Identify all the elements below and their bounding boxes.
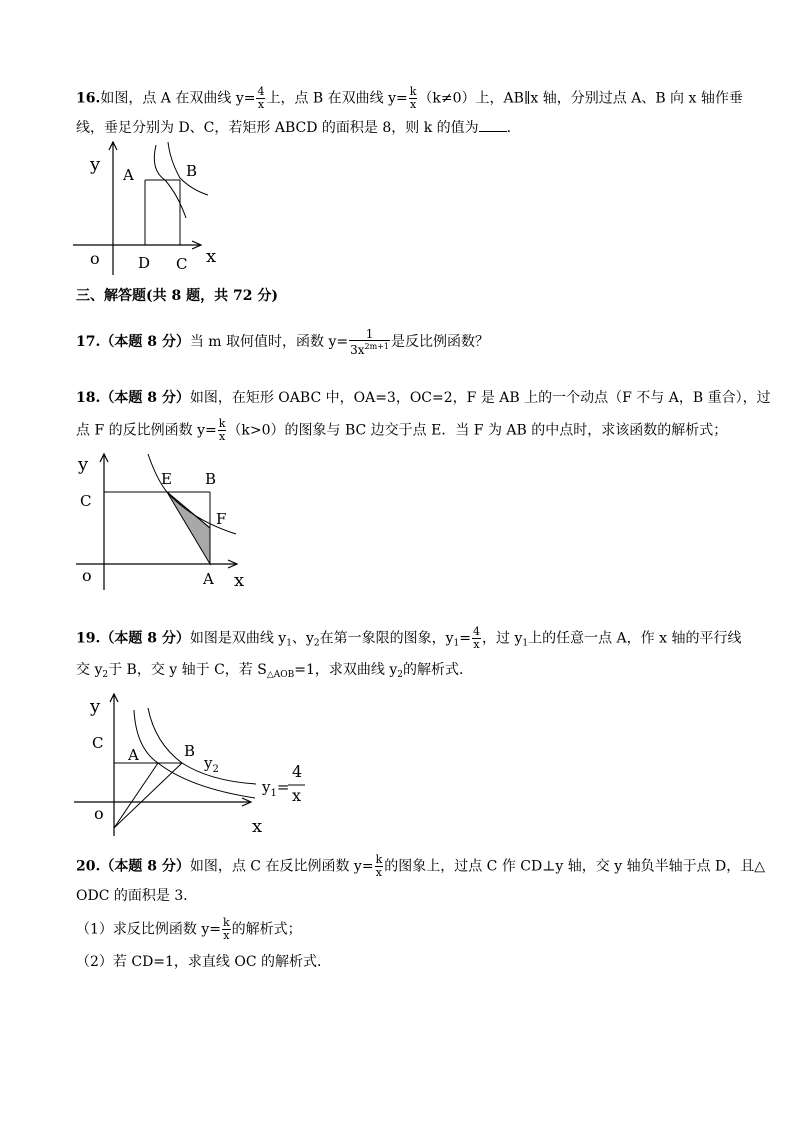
q16-fraction-k-over-x: $\frac{k}{x}$ bbox=[409, 85, 417, 111]
q18-shaded-triangle-efa bbox=[167, 492, 210, 564]
q16-label-x: x bbox=[206, 246, 217, 267]
q19-label-y: y bbox=[90, 696, 101, 717]
q19-y1-sub: 1 bbox=[453, 638, 460, 649]
q16-label-a: A bbox=[123, 166, 134, 184]
q18-label-e: E bbox=[161, 470, 172, 488]
q19-text-1b: 、y bbox=[291, 630, 314, 647]
q17-text-1: 当 m 取何值时，函数 y= bbox=[189, 334, 349, 350]
q19-label-b: B bbox=[184, 742, 196, 760]
q18-label-b: B bbox=[205, 470, 217, 488]
q18-label-o: o bbox=[82, 566, 92, 585]
q19-label-y2: $y_2$ bbox=[204, 754, 219, 775]
answer-blank bbox=[479, 117, 507, 132]
q18-line1 bbox=[76, 388, 771, 408]
q19-sub-3: 1 bbox=[522, 638, 529, 649]
q18-figure bbox=[72, 450, 262, 595]
q19-eq: = bbox=[459, 630, 471, 647]
q19-line1 bbox=[76, 626, 741, 654]
q19-number: 19.（本题 8 分） bbox=[76, 630, 190, 647]
q19-text-2b: 于 B，交 y 轴于 C，若 S bbox=[108, 662, 267, 678]
q19-text-2a: 交 y bbox=[76, 662, 103, 678]
q18-text-2b: （k>0）的图象与 BC 边交于点 E．当 F 为 AB 的中点时，求该函数的解析式； bbox=[227, 422, 728, 439]
q19-label-frac-den: x bbox=[292, 786, 302, 805]
q17-line1 bbox=[76, 328, 489, 356]
q19-text-1d: ，过 y bbox=[482, 630, 523, 647]
q16-label-o: o bbox=[90, 249, 100, 268]
q19-label-x: x bbox=[252, 816, 263, 837]
q17-number: 17.（本题 8 分） bbox=[76, 334, 190, 350]
q18-label-c: C bbox=[80, 492, 92, 510]
q18-number: 18.（本题 8 分） bbox=[76, 390, 190, 406]
q16-line1 bbox=[76, 86, 743, 111]
q20-fraction-k-over-x: $\frac{k}{x}$ bbox=[375, 853, 383, 879]
q20-number: 20.（本题 8 分） bbox=[76, 858, 190, 875]
q19-label-o: o bbox=[94, 804, 104, 823]
q18-text-1: 如图，在矩形 OABC 中，OA=3，OC=2，F 是 AB 上的一个动点（F 不与 A，B 重合），过 bbox=[189, 390, 771, 406]
q19-text-2c: =1，求双曲线 y bbox=[294, 662, 398, 678]
q18-label-a: A bbox=[203, 570, 214, 588]
section-3-title: 三、解答题(共 8 题，共 72 分) bbox=[76, 288, 278, 304]
q19-line2 bbox=[76, 660, 473, 685]
q16-label-b: B bbox=[186, 162, 198, 180]
q16-line2 bbox=[76, 117, 511, 138]
q18-label-f: F bbox=[216, 510, 227, 528]
q19-text-1c: 在第一象限的图象， bbox=[319, 630, 446, 647]
q20-part-1-fraction: $\frac{k}{x}$ bbox=[223, 916, 230, 942]
q19-sub-2: 2 bbox=[313, 638, 320, 649]
q19-line-ob bbox=[114, 763, 182, 828]
q19-label-a: A bbox=[128, 746, 139, 764]
q19-sub-5: △AOB bbox=[266, 670, 295, 680]
q16-curve-y-4-over-x bbox=[154, 145, 186, 218]
q16-text-end: . bbox=[506, 120, 512, 136]
q18-label-x: x bbox=[234, 570, 245, 591]
q20-part-1-text-a: （1）求反比例函数 y= bbox=[76, 921, 221, 938]
q16-label-c: C bbox=[176, 255, 188, 273]
q16-label-d: D bbox=[138, 254, 151, 272]
q19-fraction-4-over-x: $\frac{4}{x}$ bbox=[473, 625, 480, 651]
q19-sub-6: 2 bbox=[397, 670, 404, 680]
q19-y1: y bbox=[445, 630, 454, 647]
q19-text-1e: 上的任意一点 A，作 x 轴的平行线 bbox=[528, 630, 742, 647]
q20-part-1 bbox=[76, 917, 302, 942]
q16-text-4: 线，垂足分别为 D、C，若矩形 ABCD 的面积是 8，则 k 的值为 bbox=[76, 120, 479, 136]
q17-text-2: 是反比例函数？ bbox=[391, 334, 489, 350]
q19-text-1: 如图是双曲线 y bbox=[189, 630, 287, 647]
q18-line2 bbox=[76, 418, 727, 443]
q19-label-c: C bbox=[92, 734, 104, 752]
q20-part-2: （2）若 CD=1，求直线 OC 的解析式． bbox=[76, 954, 332, 970]
q18-label-y: y bbox=[78, 454, 89, 475]
q16-figure bbox=[70, 140, 230, 280]
q20-line2: ODC 的面积是 3． bbox=[76, 888, 198, 904]
q19-sub-4: 2 bbox=[102, 670, 109, 680]
q16-fraction-4-over-x: $\frac{4}{x}$ bbox=[257, 85, 265, 111]
q16-label-y: y bbox=[90, 154, 101, 175]
q19-figure bbox=[70, 688, 320, 838]
q20-line1 bbox=[76, 854, 765, 879]
q20-text-1a: 如图，点 C 在反比例函数 y= bbox=[189, 858, 374, 875]
q19-label-frac-num: 4 bbox=[292, 762, 303, 781]
q16-text-3: （k≠0）上，AB∥x 轴，分别过点 A、B 向 x 轴作垂 bbox=[418, 90, 743, 107]
q18-text-2a: 点 F 的反比例函数 y= bbox=[76, 422, 217, 439]
q16-text-1: 如图，点 A 在双曲线 y= bbox=[100, 90, 256, 107]
q19-curve-y2 bbox=[148, 708, 256, 784]
q20-part-1-text-b: 的解析式； bbox=[231, 921, 302, 938]
q19-line-oa bbox=[114, 763, 158, 828]
q20-text-1b: 的图象上，过点 C 作 CD⊥y 轴，交 y 轴负半轴于点 D，且△ bbox=[384, 858, 766, 875]
q19-sub-1: 1 bbox=[286, 638, 292, 649]
q16-text-2: 上，点 B 在双曲线 y= bbox=[266, 90, 408, 107]
q19-label-y1: $y_1=$ bbox=[262, 778, 290, 799]
q16-number: 16. bbox=[76, 90, 101, 107]
q19-text-2d: 的解析式． bbox=[403, 662, 474, 678]
q17-fraction: $\frac{1}{3x^{2m+1}}$ bbox=[350, 327, 389, 357]
q18-fraction-k-over-x: $\frac{k}{x}$ bbox=[218, 417, 226, 443]
